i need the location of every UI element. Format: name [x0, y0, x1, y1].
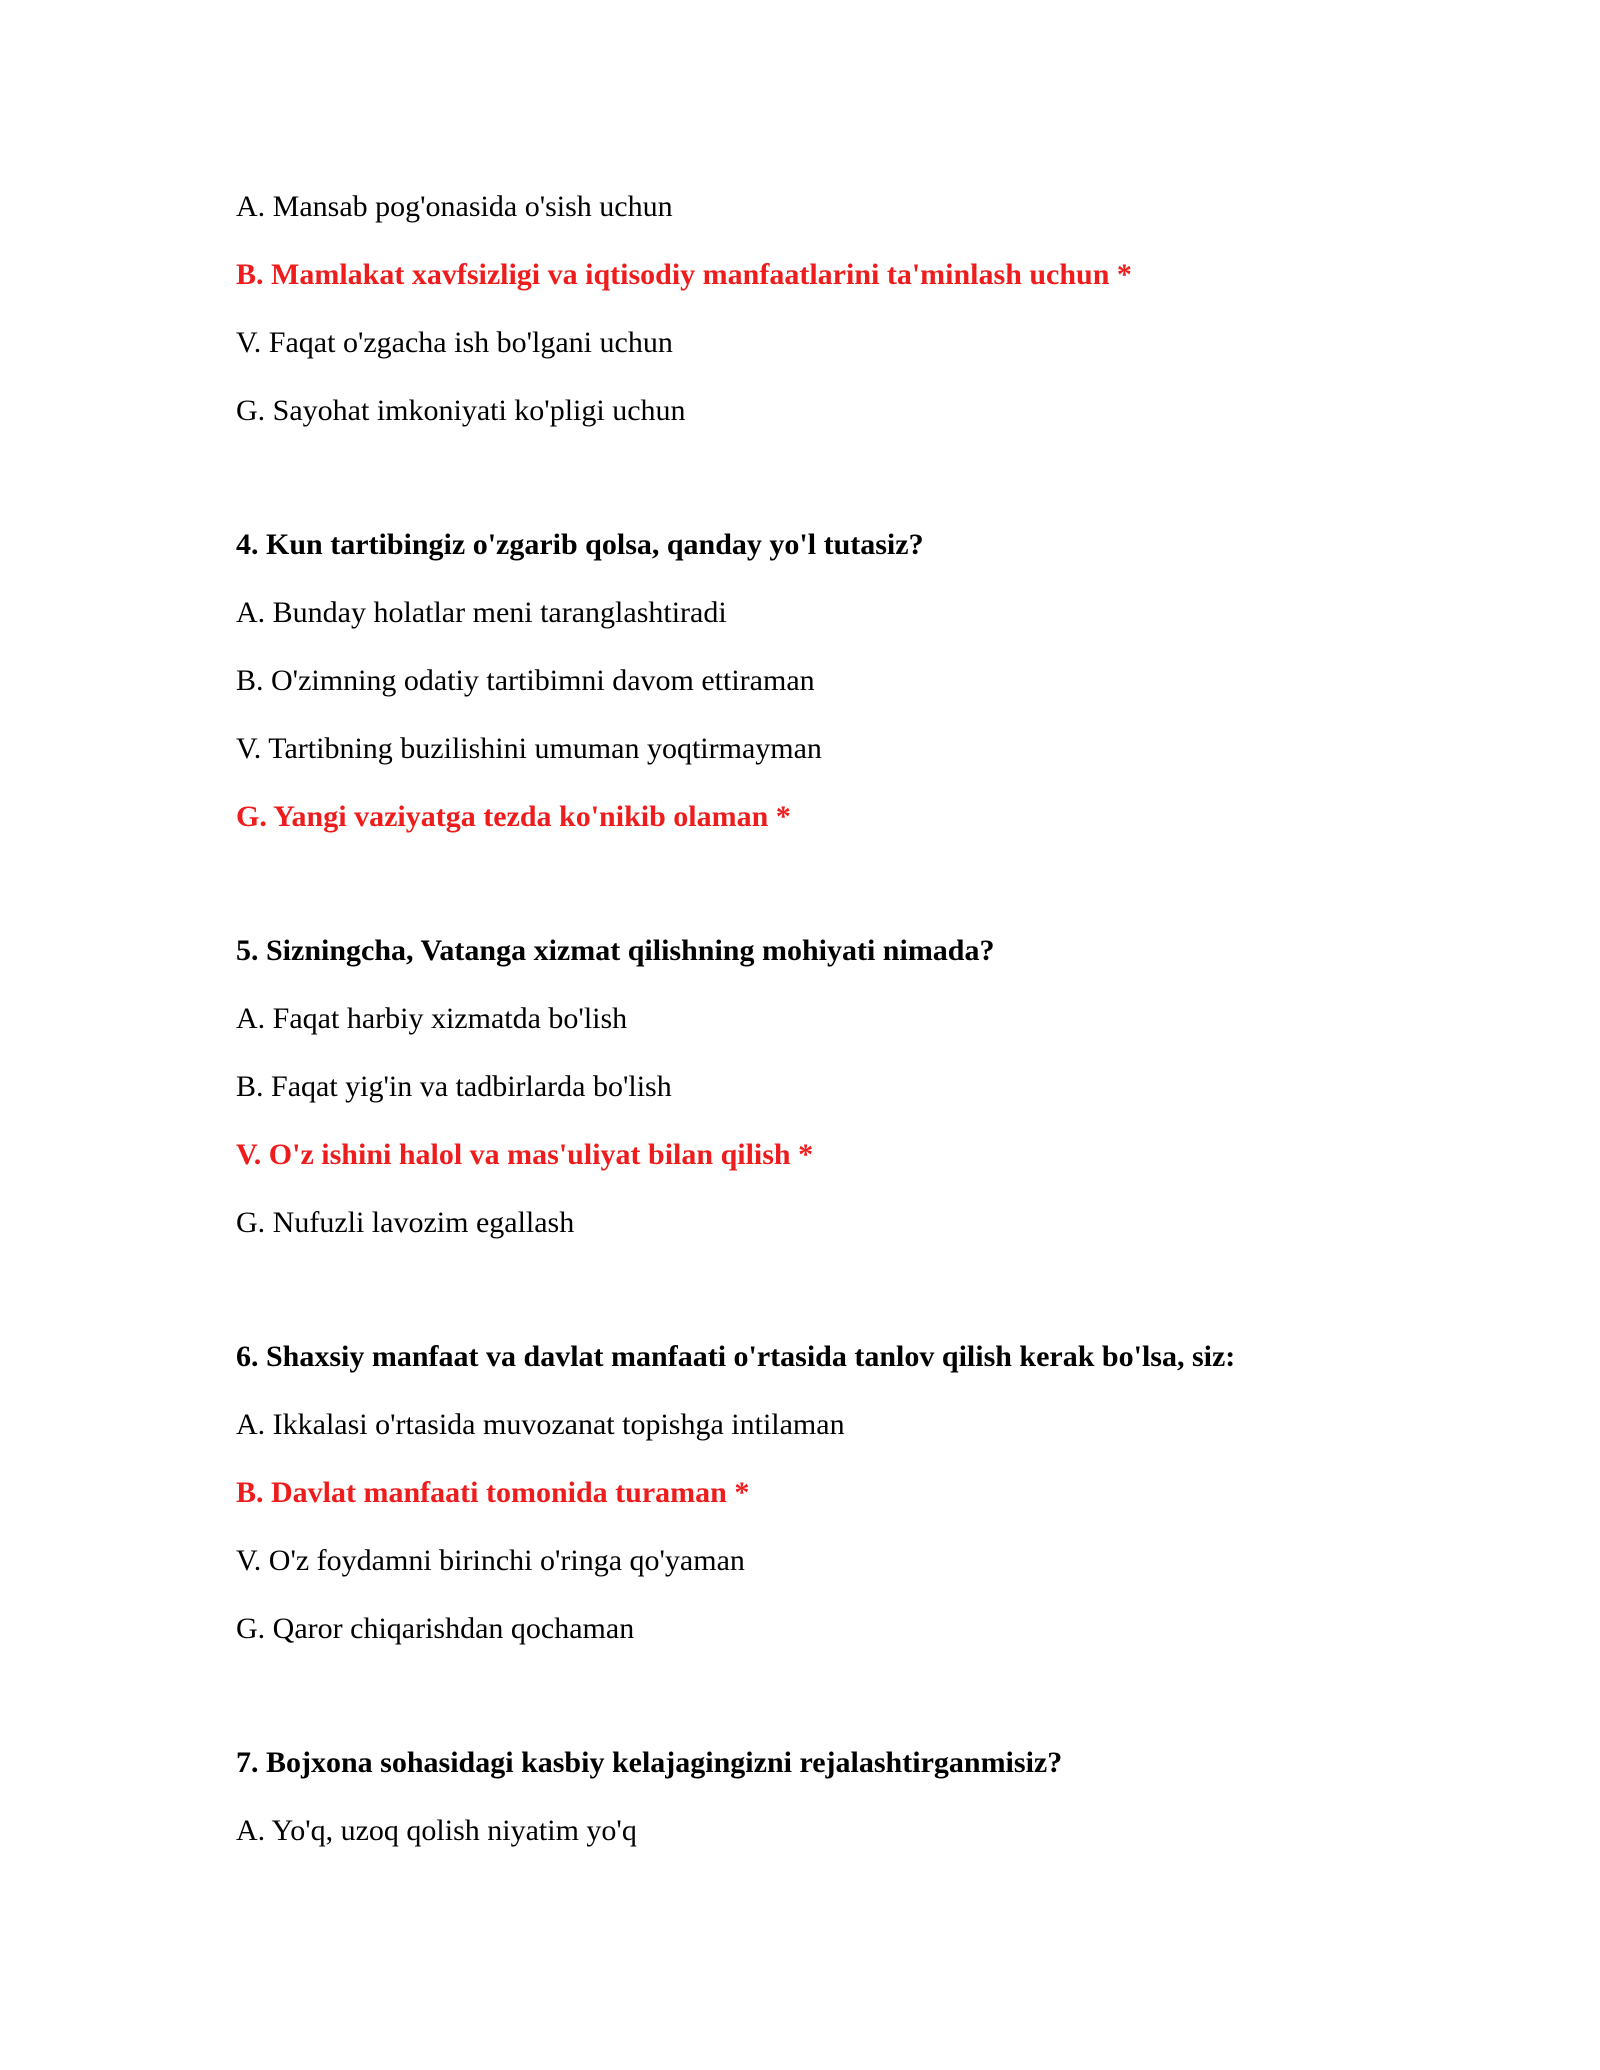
option-q5-a: A. Faqat harbiy xizmatda bo'lish	[236, 1002, 628, 1035]
option-q6-a: A. Ikkalasi o'rtasida muvozanat topishga intilaman	[236, 1408, 845, 1441]
option-q4-v: V. Tartibning buzilishini umuman yoqtirmayman	[236, 732, 822, 765]
option-q6-v: V. O'z foydamni birinchi o'ringa qo'yaman	[236, 1544, 745, 1577]
option-q7-a: A. Yo'q, uzoq qolish niyatim yo'q	[236, 1814, 637, 1847]
option-q5-b: B. Faqat yig'in va tadbirlarda bo'lish	[236, 1070, 672, 1103]
option-q6-g: G. Qaror chiqarishdan qochaman	[236, 1612, 635, 1645]
question-6: 6. Shaxsiy manfaat va davlat manfaati o'rtasida tanlov qilish kerak bo'lsa, siz:	[236, 1340, 1236, 1373]
question-7: 7. Bojxona sohasidagi kasbiy kelajagingizni rejalashtirganmisiz?	[236, 1746, 1063, 1779]
option-q5-g: G. Nufuzli lavozim egallash	[236, 1206, 575, 1239]
question-4: 4. Kun tartibingiz o'zgarib qolsa, qanday yo'l tutasiz?	[236, 528, 924, 561]
option-q3-b-correct: B. Mamlakat xavfsizligi va iqtisodiy manfaatlarini ta'minlash uchun *	[236, 258, 1132, 291]
option-q3-a: A. Mansab pog'onasida o'sish uchun	[236, 190, 673, 223]
option-q6-b-correct: B. Davlat manfaati tomonida turaman *	[236, 1476, 750, 1509]
option-q3-g: G. Sayohat imkoniyati ko'pligi uchun	[236, 394, 686, 427]
option-q4-g-correct: G. Yangi vaziyatga tezda ko'nikib olaman *	[236, 800, 791, 833]
question-5: 5. Sizningcha, Vatanga xizmat qilishning mohiyati nimada?	[236, 934, 995, 967]
option-q4-a: A. Bunday holatlar meni taranglashtiradi	[236, 596, 727, 629]
option-q3-v: V. Faqat o'zgacha ish bo'lgani uchun	[236, 326, 673, 359]
option-q5-v-correct: V. O'z ishini halol va mas'uliyat bilan qilish *	[236, 1138, 814, 1171]
option-q4-b: B. O'zimning odatiy tartibimni davom ettiraman	[236, 664, 815, 697]
